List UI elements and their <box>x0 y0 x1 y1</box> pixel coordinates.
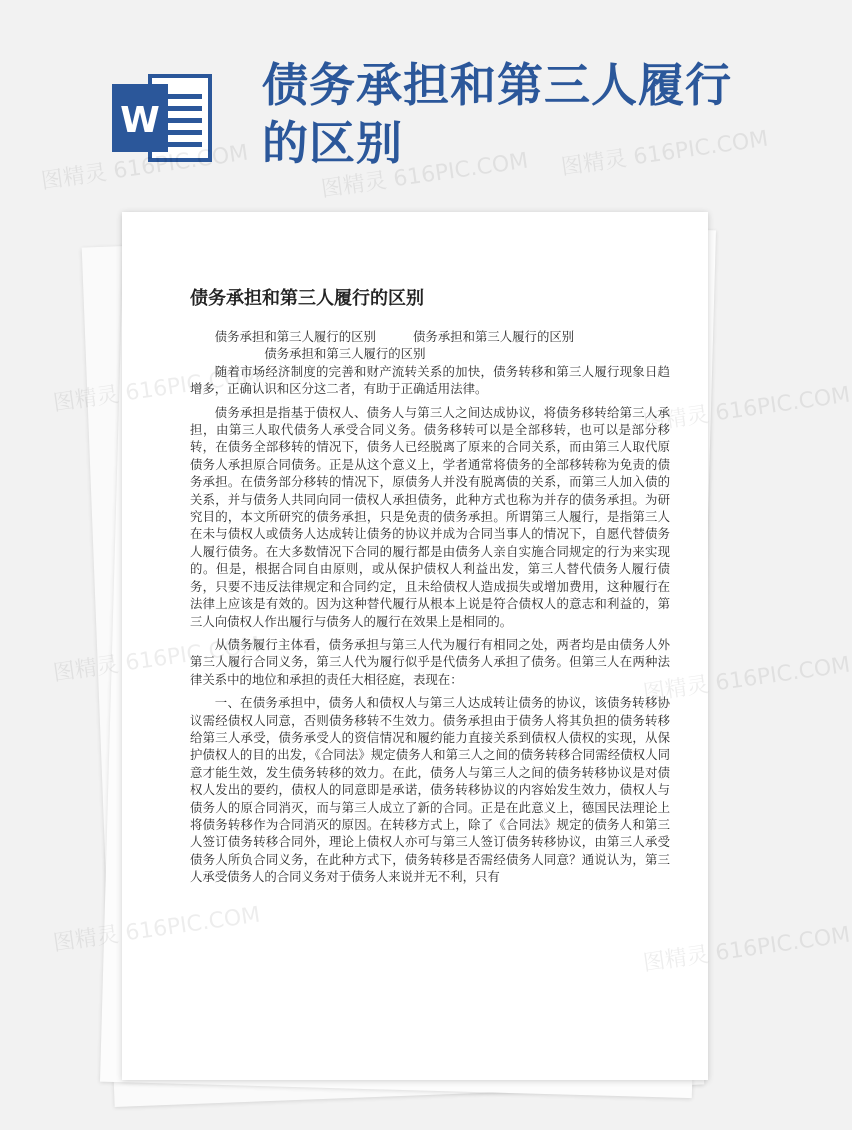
watermark: 图精灵 616PIC.COM <box>51 362 262 417</box>
document-body <box>190 328 670 892</box>
paragraph: 债务承担是指基于债权人、债务人与第三人之间达成协议，将债务移转给第三人承担，由第三人取代债务人承受合同义务。债务移转可以是全部移转，也可以是部分移转，在债务全部移转的情况下，债务人已经脱离了原来的合同关系，而由第三人取代原债务人承担原合同债务。正是从这个意义上，学者通常将债务的全部移转称为免责的债务承担。在债务部分移转的情况下，原债务人并没有脱离债的关系，而第三人加入债的关系，并与债务人共同向同一债权人承担债务，此种方式也称为并存的债务承担。为研究目的，本文所研究的债务承担，只是免责的债务承担。所谓第三人履行，是指第三人在未与债权人或债务人达成转让债务的协议并成为合同当事人的情况下，自愿代替债务人履行债务。在大多数情况下合同的履行都是由债务人亲自实施合同规定的行为来实现的。但是，根据合同自由原则，或从保护债权人利益出发，第三人替代债务人履行债务，只要不违反法律规定和合同约定，且未给债权人造成损失或增加费用，这种履行在法律上应该是有效的。因为这种替代履行从根本上说是符合债权人的意志和利益的，第三人向债权人作出履行与债务人的履行在效果上是相同的。 <box>190 404 670 629</box>
watermark: 图精灵 616PIC.COM <box>51 902 262 957</box>
page-title: 债务承担和第三人履行的区别 <box>262 58 732 170</box>
header <box>0 0 800 200</box>
word-icon-letter: W <box>120 100 160 141</box>
watermark: 图精灵 616PIC.COM <box>559 126 770 181</box>
document-title: 债务承担和第三人履行的区别 <box>190 288 424 309</box>
watermark: 图精灵 616PIC.COM <box>641 382 852 437</box>
watermark: 图精灵 616PIC.COM <box>641 922 852 977</box>
document-subtitle: 债务承担和第三人履行的区别 <box>264 346 426 362</box>
watermark: 图精灵 616PIC.COM <box>319 148 530 203</box>
paragraph: 从债务履行主体看，债务承担与第三人代为履行有相同之处，两者均是由债务人外第三人履行合同义务，第三人代为履行似乎是代债务人承担了债务。但第三人在两种法律关系中的地位和承担的责任大相径庭，表现在： <box>190 636 670 687</box>
document-subtitle: 债务承担和第三人履行的区别 债务承担和第三人履行的区别 <box>214 329 575 344</box>
watermark: 图精灵 616PIC.COM <box>39 140 250 195</box>
watermark: 图精灵 616PIC.COM <box>641 652 852 707</box>
document-page <box>51 212 852 1080</box>
paragraph: 随着市场经济制度的完善和财产流转关系的加快，债务转移和第三人履行现象日趋增多，正确认识和区分这二者，有助于正确适用法律。 <box>190 363 670 397</box>
word-document-icon <box>110 70 214 166</box>
watermark: 图精灵 616PIC.COM <box>51 632 262 687</box>
paragraph: 一、在债务承担中，债务人和债权人与第三人达成转让债务的协议，该债务转移协议需经债权人同意，否则债务移转不生效力。债务承担由于债务人将其负担的债务转移给第三人承受，债务承受人的资信情况和履约能力直接关系到债权人债权的实现，从保护债权人的目的出发，《合同法》规定债务人和第三人之间的债务转移合同需经债权人同意才能生效，发生债务转移的效力。在此，债务人与第三人之间的债务转移协议是对债权人发出的要约，债权人的同意即是承诺，债务转移协议的内容始发生效力，债权人与债务人的原合同消灭，而与第三人成立了新的合同。正是在此意义上，德国民法理论上将债务转移作为合同消灭的原因。在转移方式上，除了《合同法》规定的债务人和第三人签订债务转移合同外，理论上债权人亦可与第三人签订债务转移协议，由第三人承受债务人所负合同义务，在此种方式下，债务转移是否需经债务人同意？通说认为，第三人承受债务人的合同义务对于债务人来说并无不利，只有 <box>190 695 670 885</box>
